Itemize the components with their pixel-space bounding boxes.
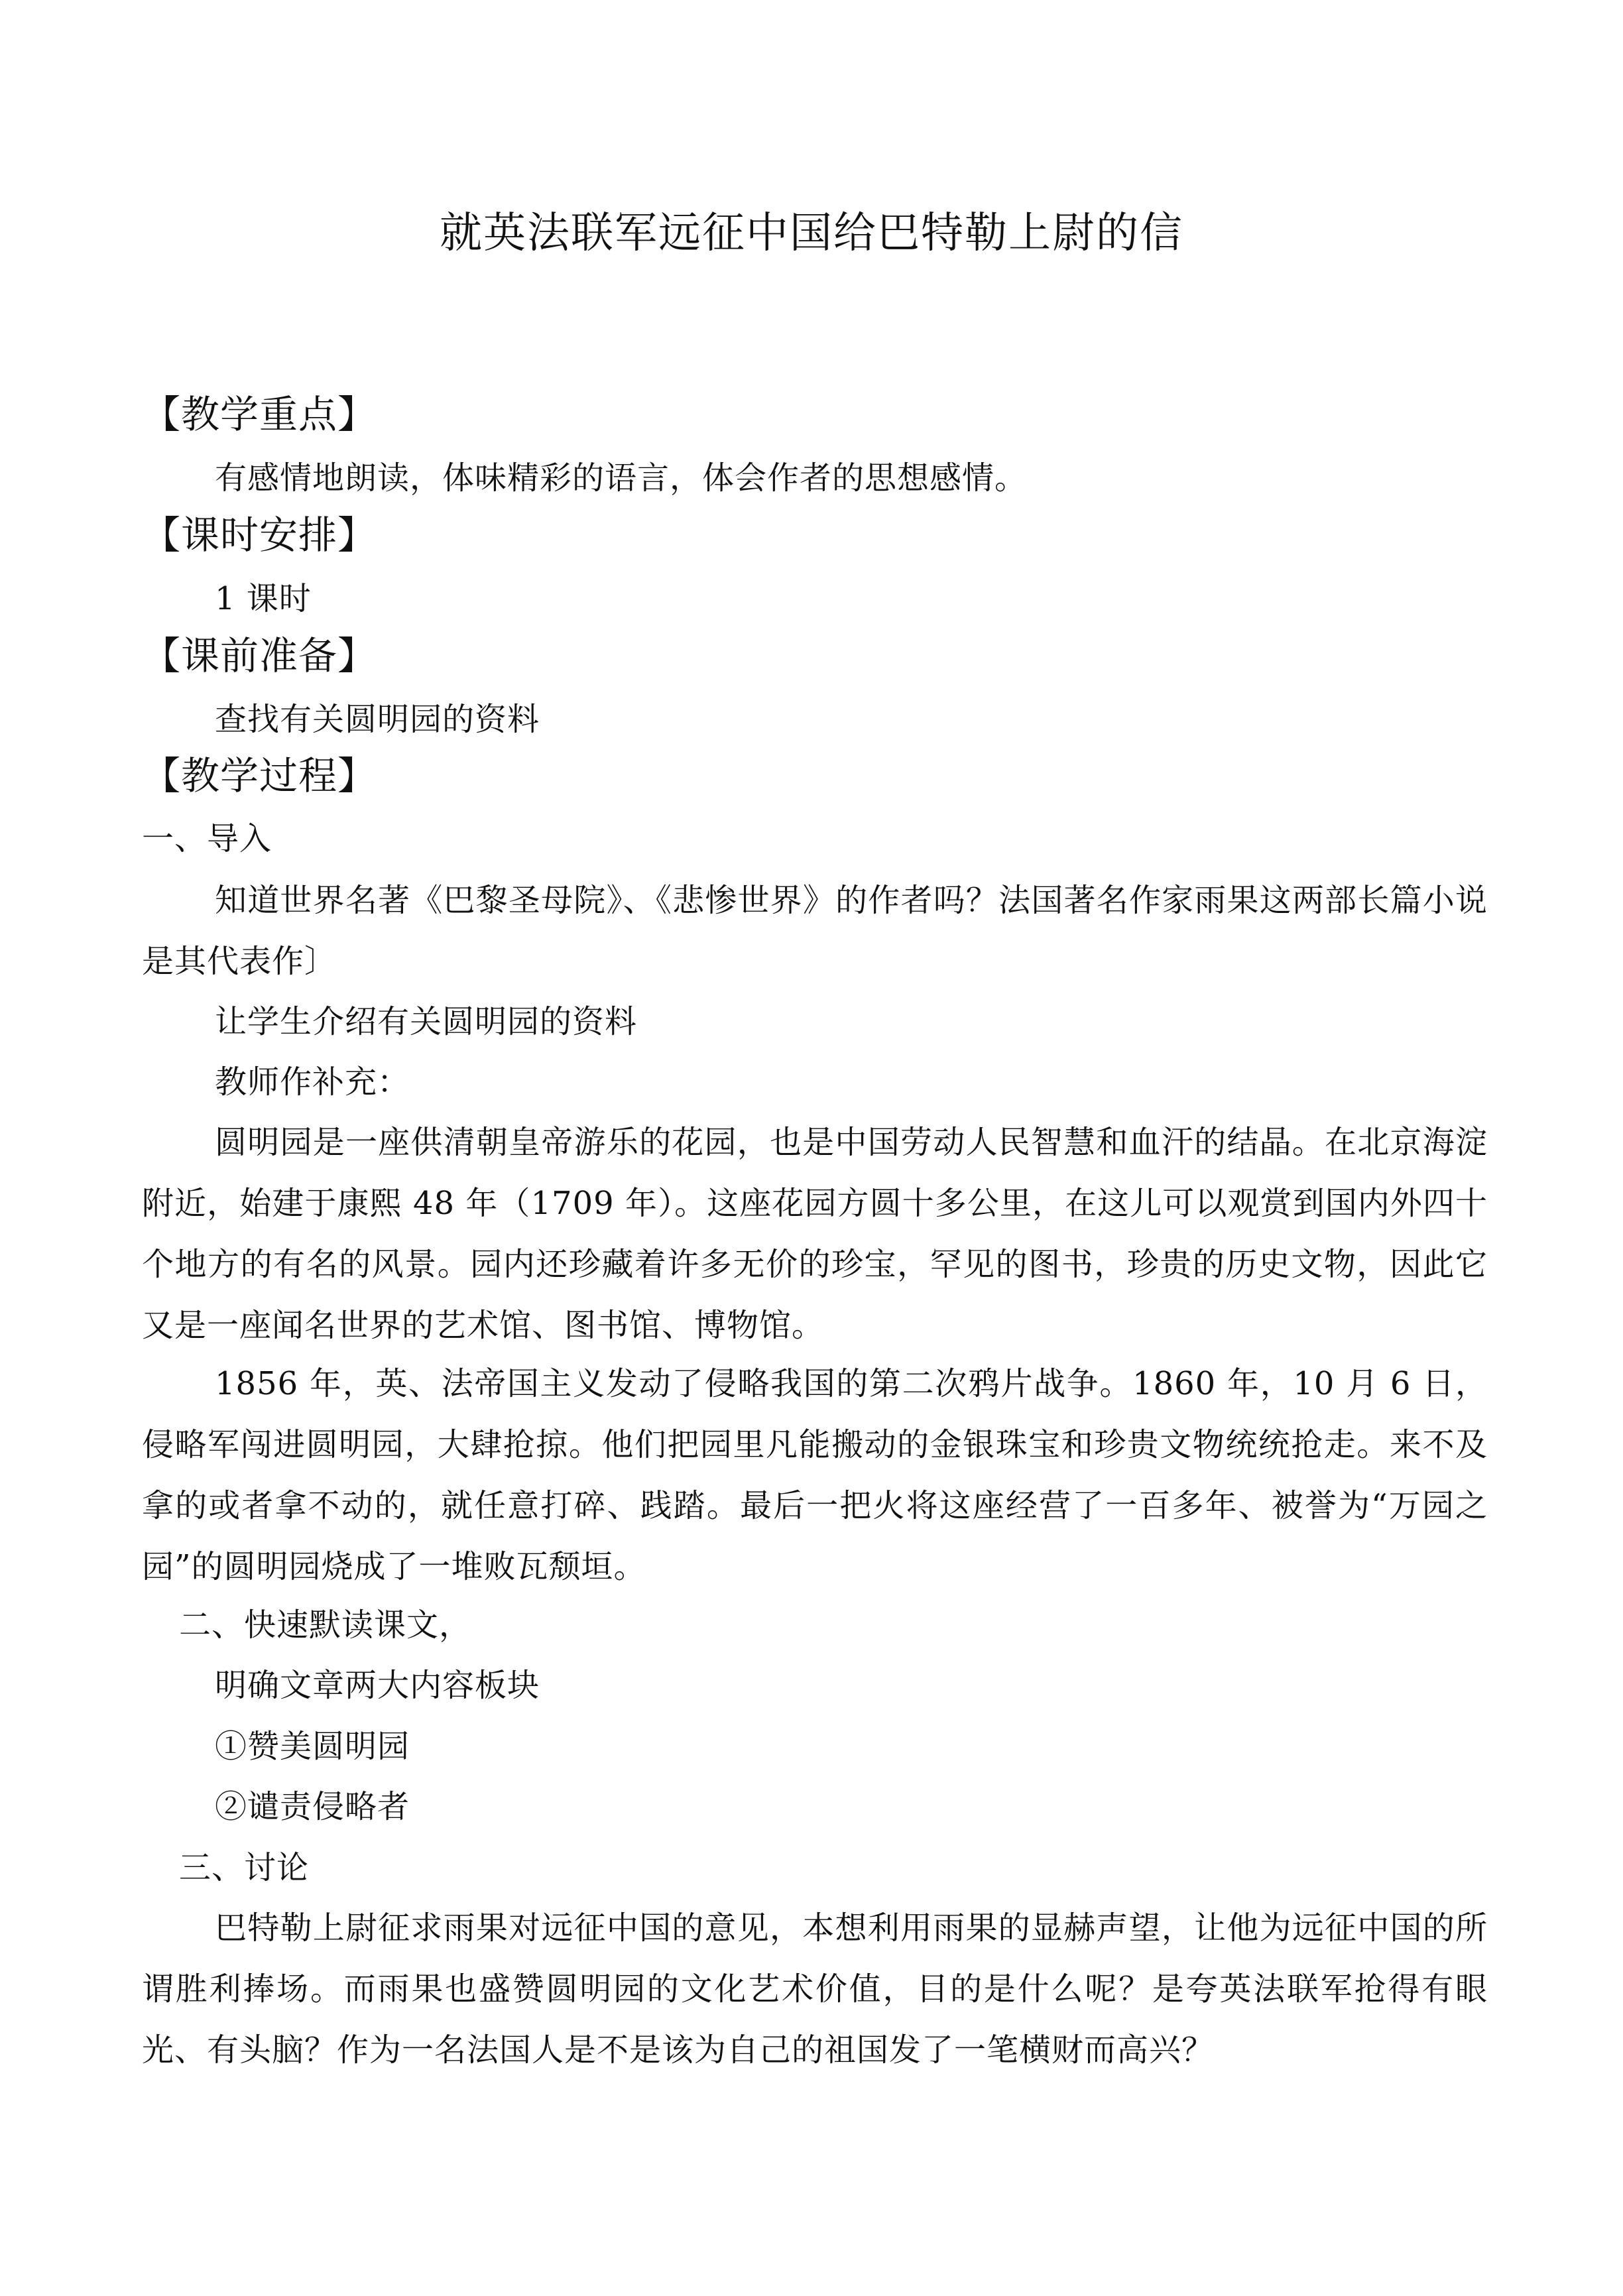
- heading-preparation: 【课前准备】: [142, 633, 377, 678]
- document-title: 就英法联军远征中国给巴特勒上尉的信: [440, 209, 1183, 258]
- part2-item-condemn: ②谴责侵略者: [215, 1788, 410, 1825]
- part2-content-blocks: 明确文章两大内容板块: [215, 1667, 540, 1704]
- preparation-text: 查找有关圆明园的资料: [215, 701, 540, 738]
- heading-teaching-process: 【教学过程】: [142, 753, 377, 798]
- part1-intro-paragraph: 知道世界名著《巴黎圣母院》、《悲惨世界》的作者吗？法国著名作家雨果这两部长篇小说是其代表作〕: [142, 882, 1488, 980]
- heading-schedule: 【课时安排】: [142, 513, 377, 558]
- teaching-focus-text: 有感情地朗读，体味精彩的语言，体会作者的思想感情。: [215, 459, 1028, 497]
- part2-item-praise: ①赞美圆明园: [215, 1728, 410, 1765]
- part1-yuanmingyuan-paragraph: 圆明园是一座供清朝皇帝游乐的花园，也是中国劳动人民智慧和血汗的结晶。在北京海淀附近，始建于康熙 48 年（1709 年）。这座花园方圆十多公里，在这儿可以观赏到国内外四十个地方的有名的风景。园内还珍藏着许多无价的珍宝，罕见的图书，珍贵的历史文物，因此它又是一座闻名世界的艺术馆、图书馆、博物馆。: [142, 1124, 1488, 1344]
- part1-history-paragraph: 1856 年，英、法帝国主义发动了侵略我国的第二次鸦片战争。1860 年，10 月 6 日，侵略军闯进圆明园，大肆抢掠。他们把园里凡能搬动的金银珠宝和珍贵文物统统抢走。来不及拿的或者拿不动的，就任意打碎、践踏。最后一把火将这座经营了一百多年、被誉为“万园之园”的圆明园烧成了一堆败瓦颓垣。: [142, 1365, 1488, 1585]
- part3-discussion-paragraph: 巴特勒上尉征求雨果对远征中国的意见，本想利用雨果的显赫声望，让他为远征中国的所谓胜利捧场。而雨果也盛赞圆明园的文化艺术价值，目的是什么呢？是夸英法联军抢得有眼光、有头脑？作为一名法国人是不是该为自己的祖国发了一笔横财而高兴？: [142, 1909, 1488, 2069]
- part1-title: 一、导入: [142, 820, 272, 857]
- part1-teacher-supplement: 教师作补充：: [215, 1063, 410, 1101]
- part1-student-intro: 让学生介绍有关圆明园的资料: [215, 1003, 638, 1040]
- part3-title: 三、讨论: [179, 1849, 310, 1886]
- heading-teaching-focus: 【教学重点】: [142, 392, 377, 437]
- schedule-text: 1 课时: [215, 580, 312, 617]
- part2-title: 二、快速默读课文，: [179, 1606, 472, 1644]
